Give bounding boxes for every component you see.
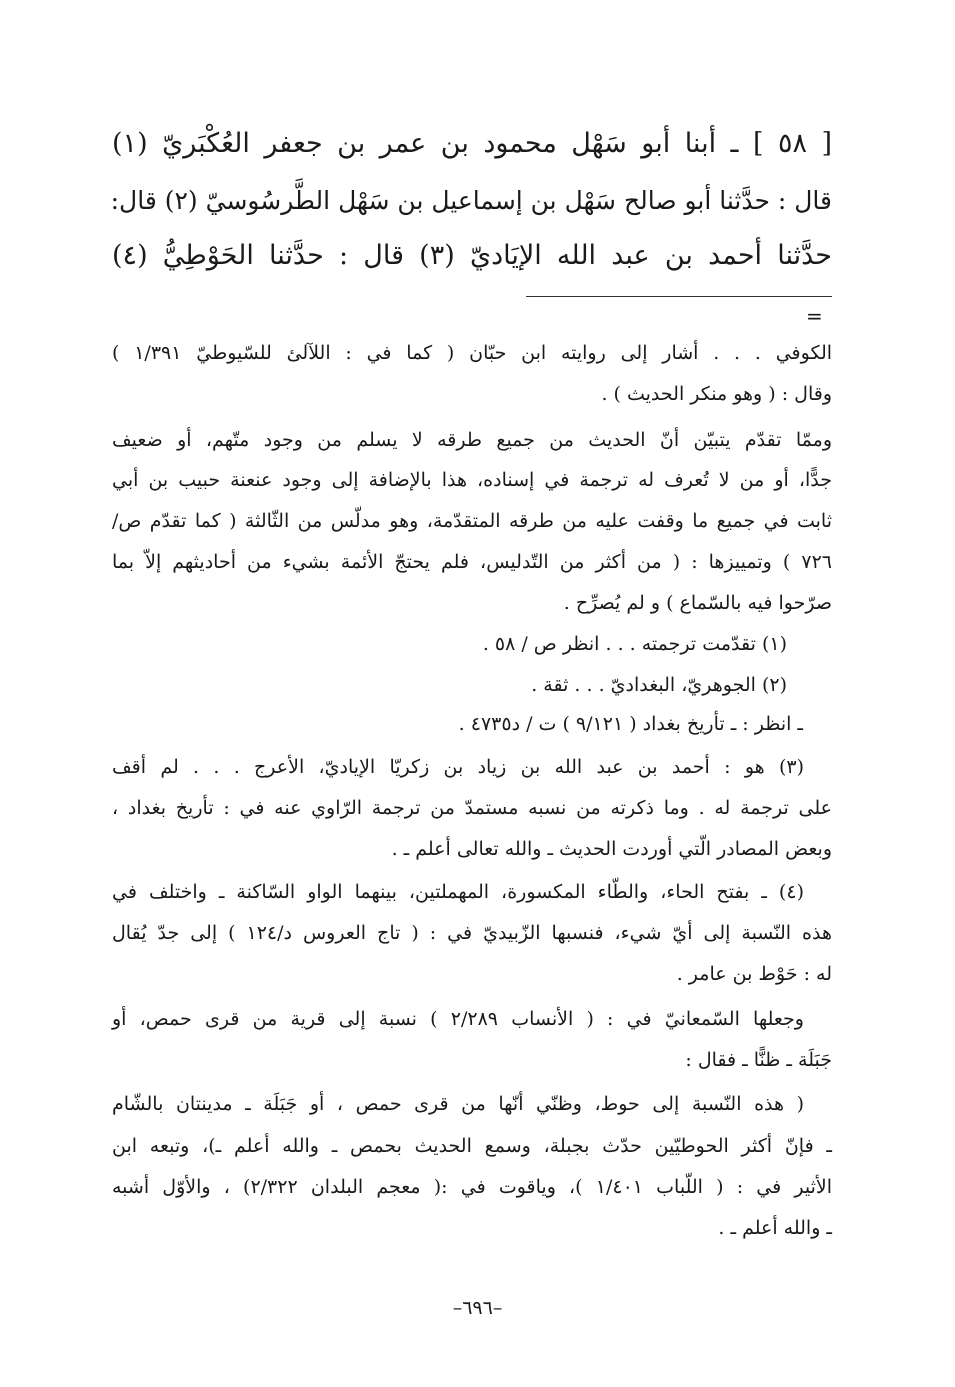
footnote-line: ـ فإنّ أكثر الحوطيّين حدّث بجبلة، وسمع الحديث بحمص ـ والله أعلم ـ)، وتبعه ابن — [112, 1135, 832, 1157]
footnote-line: (٢) الجوهريّ، البغداديّ . . . ثقة . — [531, 674, 787, 696]
main-text-line-1: [ ٥٨ ] ـ أبنا أبو سَهْل محمود بن عمر بن جعفر العُكْبَريّ (١) — [112, 128, 832, 159]
footnote-line: ثابت في جميع ما وقفت عليه من طرقه المتقدّمة، وهو مدلّس من الثّالثة ( كما تقدّم ص/ — [112, 510, 832, 532]
footnote-line: له : حَوْط بن عامر . — [676, 963, 832, 985]
footnote-separator — [526, 296, 832, 297]
continuation-mark: = — [806, 304, 823, 328]
footnote-line: الأثير في : ( اللّباب ١/٤٠١ )، وياقوت في :( معجم البلدان ٢/٣٢٢) ، والأوّل أشبه — [112, 1176, 832, 1198]
footnote-line: ٧٢٦ ) وتمييزها : ( من أكثر من التّدليس، فلم يحتجّ الأئمة بشيء من أحاديثهم إلاّ بما — [112, 551, 832, 573]
footnote-line: الكوفي . . . أشار إلى روايته ابن حبّان ( كما في : اللآلئ للسّيوطيّ ١/٣٩١ ) — [112, 342, 833, 364]
footnote-line: (٣) هو : أحمد بن عبد الله بن زياد بن زكريّا الإياديّ، الأعرج . . . لم أقف — [112, 756, 804, 778]
footnote-line: وممّا تقدّم يتبيّن أنّ الحديث من جميع طرقه لا يسلم من وجود متّهم، أو ضعيف — [112, 429, 832, 451]
footnote-line: صرّحوا فيه بالسّماع ) و لم يُصرِّح . — [563, 592, 832, 614]
footnote-line: وقال : ( وهو منكر الحديث ) . — [601, 383, 832, 405]
footnote-line: وجعلها السّمعانيّ في : ( الأنساب ٢/٢٨٩ ) نسبة إلى قرية من قرى حمص، أو — [112, 1008, 804, 1030]
footnote-line: (١) تقدّمت ترجمته . . . انظر ص / ٥٨ . — [482, 633, 787, 655]
main-text-line-2: قال : حدَّثنا أبو صالح سَهْل بن إسماعيل بن سَهْل الطَّرسُوسيّ (٢) قال: — [110, 186, 832, 215]
footnote-line: (٤) ـ بفتح الحاء، والطّاء المكسورة، المهملتين، بينهما الواو السّاكنة ـ واختلف في — [112, 881, 804, 903]
footnote-line: وبعض المصادر الّتي أوردت الحديث ـ والله تعالى أعلم ـ . — [391, 838, 832, 860]
footnote-line: جدًّا، أو من لا تُعرف له ترجمة في إسناده، هذا بالإضافة إلى وجود عنعنة حبيب بن أبي — [112, 469, 832, 491]
page-number: –٦٩٦– — [452, 1297, 503, 1319]
main-text-line-3: حدَّثنا أحمد بن عبد الله الإيَاديّ (٣) قال : حدَّثنا الحَوْطِيُّ (٤) — [112, 240, 832, 271]
footnote-line: ( هذه النّسبة إلى حوط، وظنّي أنّها من قرى حمص ، أو جَبَلَة ـ مدينتان بالشّام — [112, 1093, 804, 1115]
footnote-line: على ترجمة له . وما ذكرته من نسبه مستمدّ من ترجمة الرّاوي عنه في : تأريخ بغداد ، — [112, 797, 832, 819]
footnote-line: ـ انظر : ـ تأريخ بغداد ( ٩/١٢١ ) ت / د٤٧٣٥ . — [458, 713, 803, 735]
footnote-line: جَبَلَة ـ ظنًّا ـ فقال : — [685, 1049, 832, 1071]
footnote-line: ـ والله أعلم ـ . — [718, 1217, 832, 1239]
footnote-line: هذه النّسبة إلى أيّ شيء، فنسبها الزّبيديّ في : ( تاج العروس د/١٢٤ ) إلى جدّ يُقال — [112, 922, 832, 944]
